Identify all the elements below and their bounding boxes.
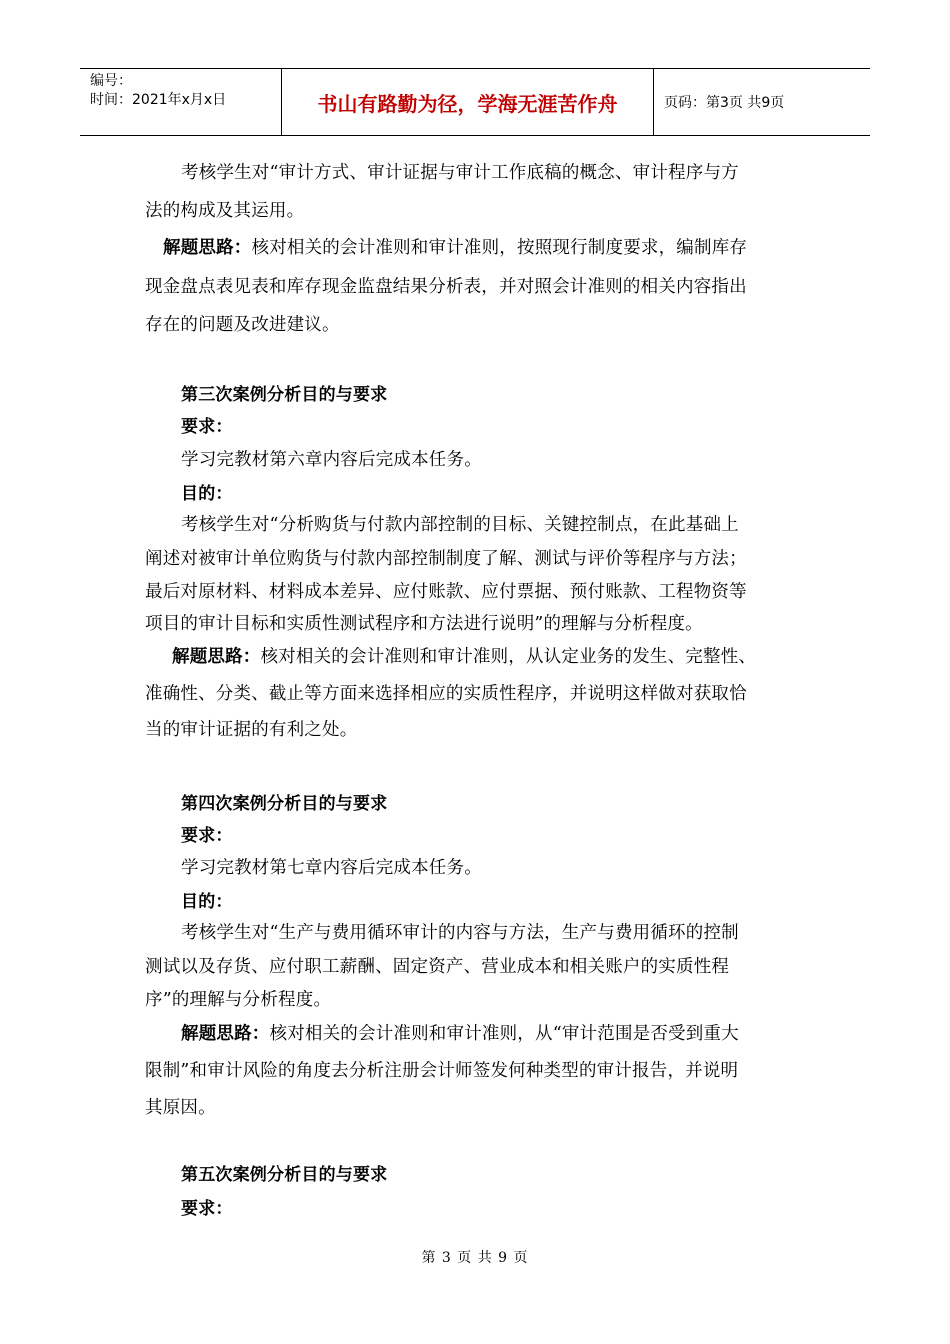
paragraph-line: 准确性、分类、截止等方面来选择相应的实质性程序，并说明这样做对获取恰 (145, 684, 747, 704)
goal-label: 目的： (181, 484, 233, 504)
paragraph-line (181, 1020, 739, 1045)
requirement-label: 要求： (181, 417, 233, 437)
time-label: 时间：2021年x月x日 (90, 92, 227, 108)
paragraph-line: 限制”和审计风险的角度去分析注册会计师签发何种类型的审计报告，并说明 (145, 1061, 739, 1081)
idea-label: 解题思路： (163, 238, 252, 258)
requirement-label: 要求： (181, 826, 233, 846)
paragraph-line: 项目的审计目标和实质性测试程序和方法进行说明”的理解与分析程度。 (145, 614, 703, 634)
section-heading: 第五次案例分析目的与要求 (181, 1165, 388, 1185)
paragraph-line (163, 234, 747, 259)
document-header (80, 68, 870, 136)
requirement-text: 学习完教材第六章内容后完成本任务。 (181, 450, 482, 470)
page-footer: 第 3 页 共 9 页 (421, 1250, 529, 1266)
paragraph-line: 最后对原材料、材料成本差异、应付账款、应付票据、预付账款、工程物资等 (145, 582, 747, 602)
header-motto: 书山有路勤为径，学海无涯苦作舟 (282, 69, 654, 135)
paragraph-line (172, 643, 756, 668)
header-page-info: 页码：第3页 共9页 (664, 95, 785, 111)
paragraph-line: 考核学生对“生产与费用循环审计的内容与方法，生产与费用循环的控制 (181, 923, 739, 943)
idea-text: 核对相关的会计准则和审计准则，按照现行制度要求，编制库存 (251, 238, 748, 258)
paragraph-line: 法的构成及其运用。 (145, 201, 305, 221)
idea-text: 核对相关的会计准则和审计准则，从“审计范围是否受到重大 (269, 1024, 739, 1044)
section-heading: 第三次案例分析目的与要求 (181, 385, 388, 405)
paragraph-line: 考核学生对“审计方式、审计证据与审计工作底稿的概念、审计程序与方 (181, 163, 739, 183)
paragraph-line: 测试以及存货、应付职工薪酬、固定资产、营业成本和相关账户的实质性程 (145, 957, 730, 977)
paragraph-line: 存在的问题及改进建议。 (145, 315, 340, 335)
header-meta-cell (80, 69, 282, 135)
idea-label: 解题思路： (181, 1024, 270, 1044)
paragraph-line: 其原因。 (145, 1098, 216, 1118)
number-label: 编号： (90, 73, 132, 89)
idea-label: 解题思路： (172, 647, 261, 667)
paragraph-line: 考核学生对“分析购货与付款内部控制的目标、关键控制点，在此基础上 (181, 515, 739, 535)
section-heading: 第四次案例分析目的与要求 (181, 794, 388, 814)
paragraph-line: 序”的理解与分析程度。 (145, 990, 332, 1010)
paragraph-line: 阐述对被审计单位购货与付款内部控制制度了解、测试与评价等程序与方法； (145, 549, 747, 569)
requirement-label: 要求： (181, 1199, 233, 1219)
paragraph-line: 现金盘点表见表和库存现金监盘结果分析表，并对照会计准则的相关内容指出 (145, 277, 747, 297)
goal-label: 目的： (181, 892, 233, 912)
requirement-text: 学习完教材第七章内容后完成本任务。 (181, 858, 482, 878)
paragraph-line: 当的审计证据的有利之处。 (145, 720, 358, 740)
idea-text: 核对相关的会计准则和审计准则，从认定业务的发生、完整性、 (260, 647, 757, 667)
